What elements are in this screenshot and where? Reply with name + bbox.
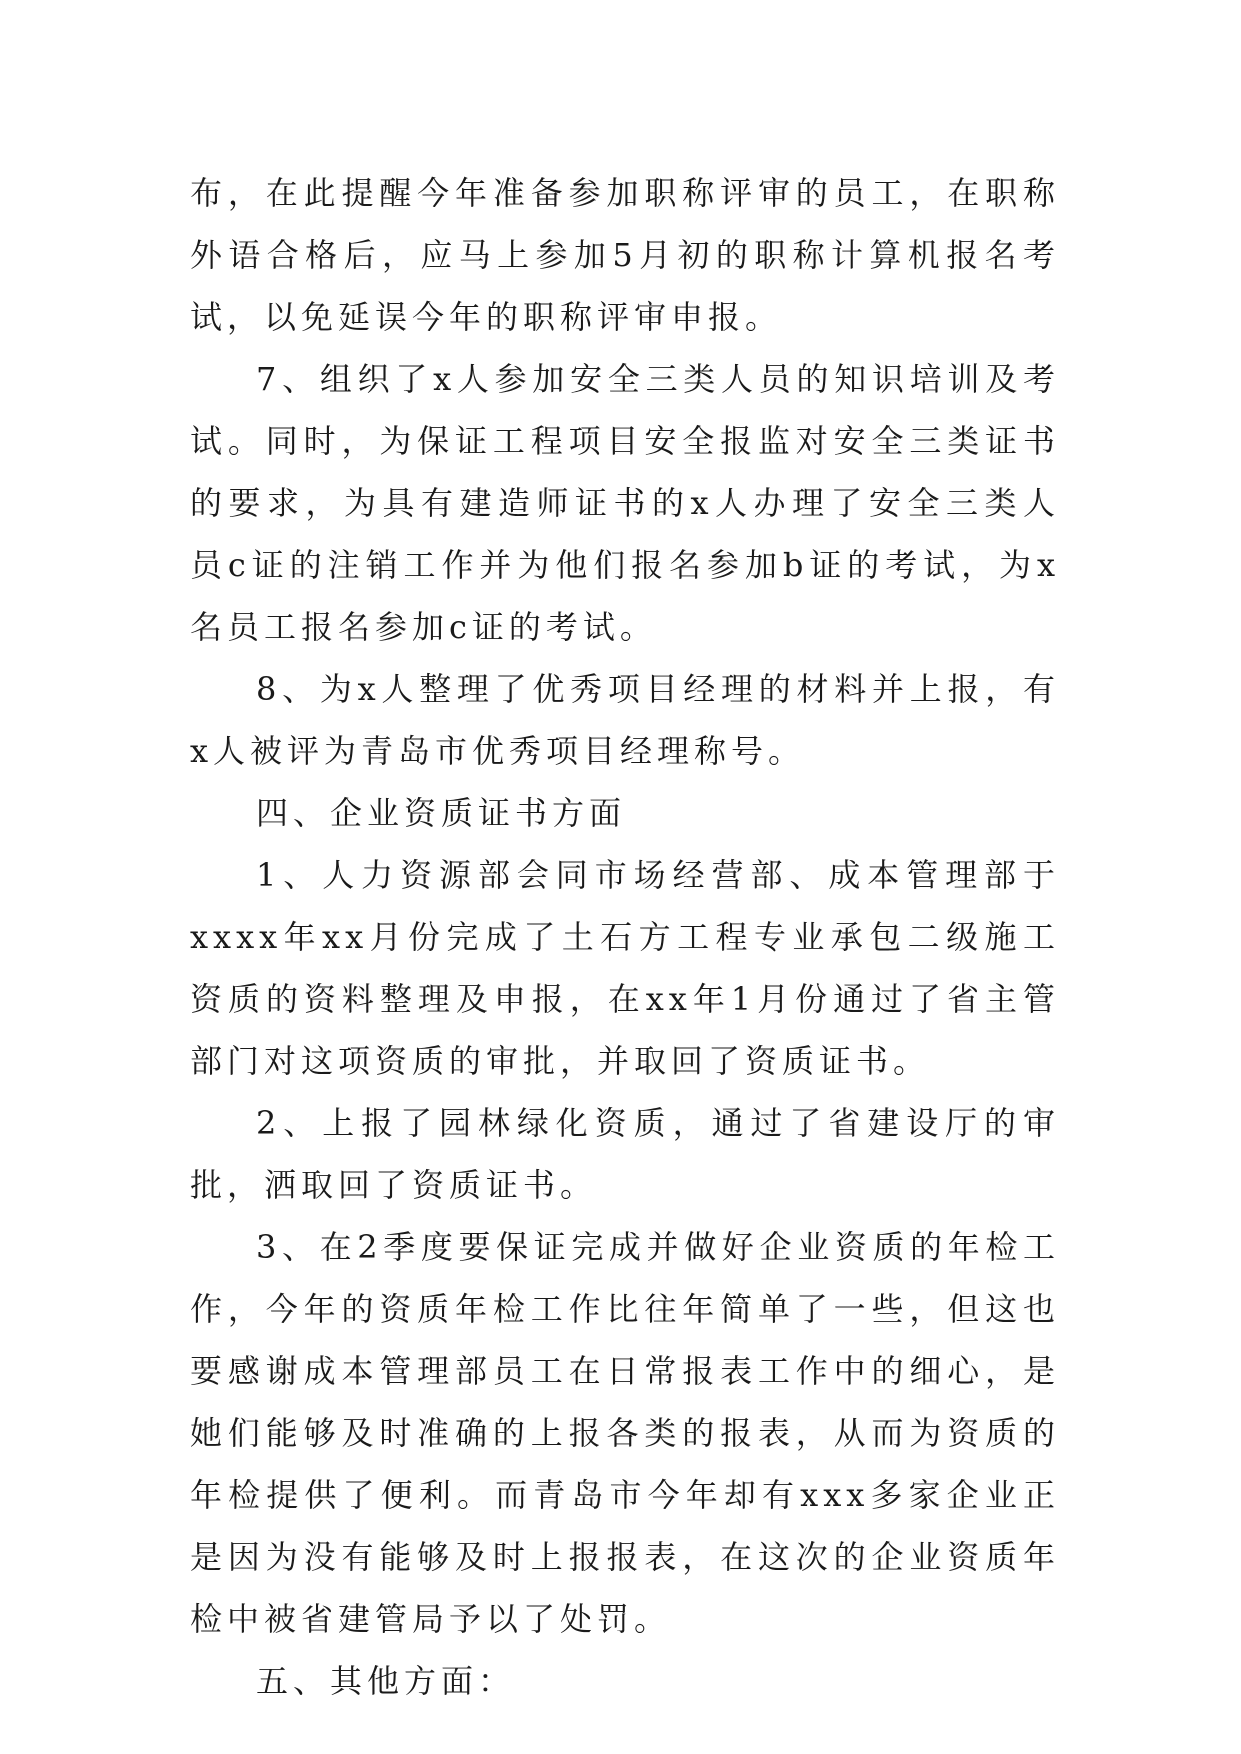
paragraph-4-item-1: 1、人力资源部会同市场经营部、成本管理部于xxxx年xx月份完成了土石方工程专业承包二级施工资质的资料整理及申报，在xx年1月份通过了省主管部门对这项资质的审批，并取回了资质证书。 (190, 856, 1060, 1080)
section-heading-5: 五、其他方面： (256, 1662, 516, 1700)
document-body (190, 162, 1060, 1712)
paragraph-item-7: 7、组织了x人参加安全三类人员的知识培训及考试。同时，为保证工程项目安全报监对安全三类证书的要求，为具有建造师证书的x人办理了安全三类人员c证的注销工作并为他们报名参加b证的考试，为x名员工报名参加c证的考试。 (190, 360, 1060, 646)
paragraph-item-8: 8、为x人整理了优秀项目经理的材料并上报，有x人被评为青岛市优秀项目经理称号。 (190, 670, 1060, 770)
section-heading-4: 四、企业资质证书方面 (256, 794, 627, 832)
paragraph-4-item-3: 3、在2季度要保证完成并做好企业资质的年检工作，今年的资质年检工作比往年简单了一些，但这也要感谢成本管理部员工在日常报表工作中的细心，是她们能够及时准确的上报各类的报表，从而为资质的年检提供了便利。而青岛市今年却有xxx多家企业正是因为没有能够及时上报报表，在这次的企业资质年检中被省建管局予以了处罚。 (190, 1228, 1060, 1638)
paragraph-4-item-2: 2、上报了园林绿化资质，通过了省建设厅的审批，洒取回了资质证书。 (190, 1104, 1060, 1204)
paragraph-continuation: 布，在此提醒今年准备参加职称评审的员工，在职称外语合格后，应马上参加5月初的职称计算机报名考试，以免延误今年的职称评审申报。 (190, 174, 1060, 336)
